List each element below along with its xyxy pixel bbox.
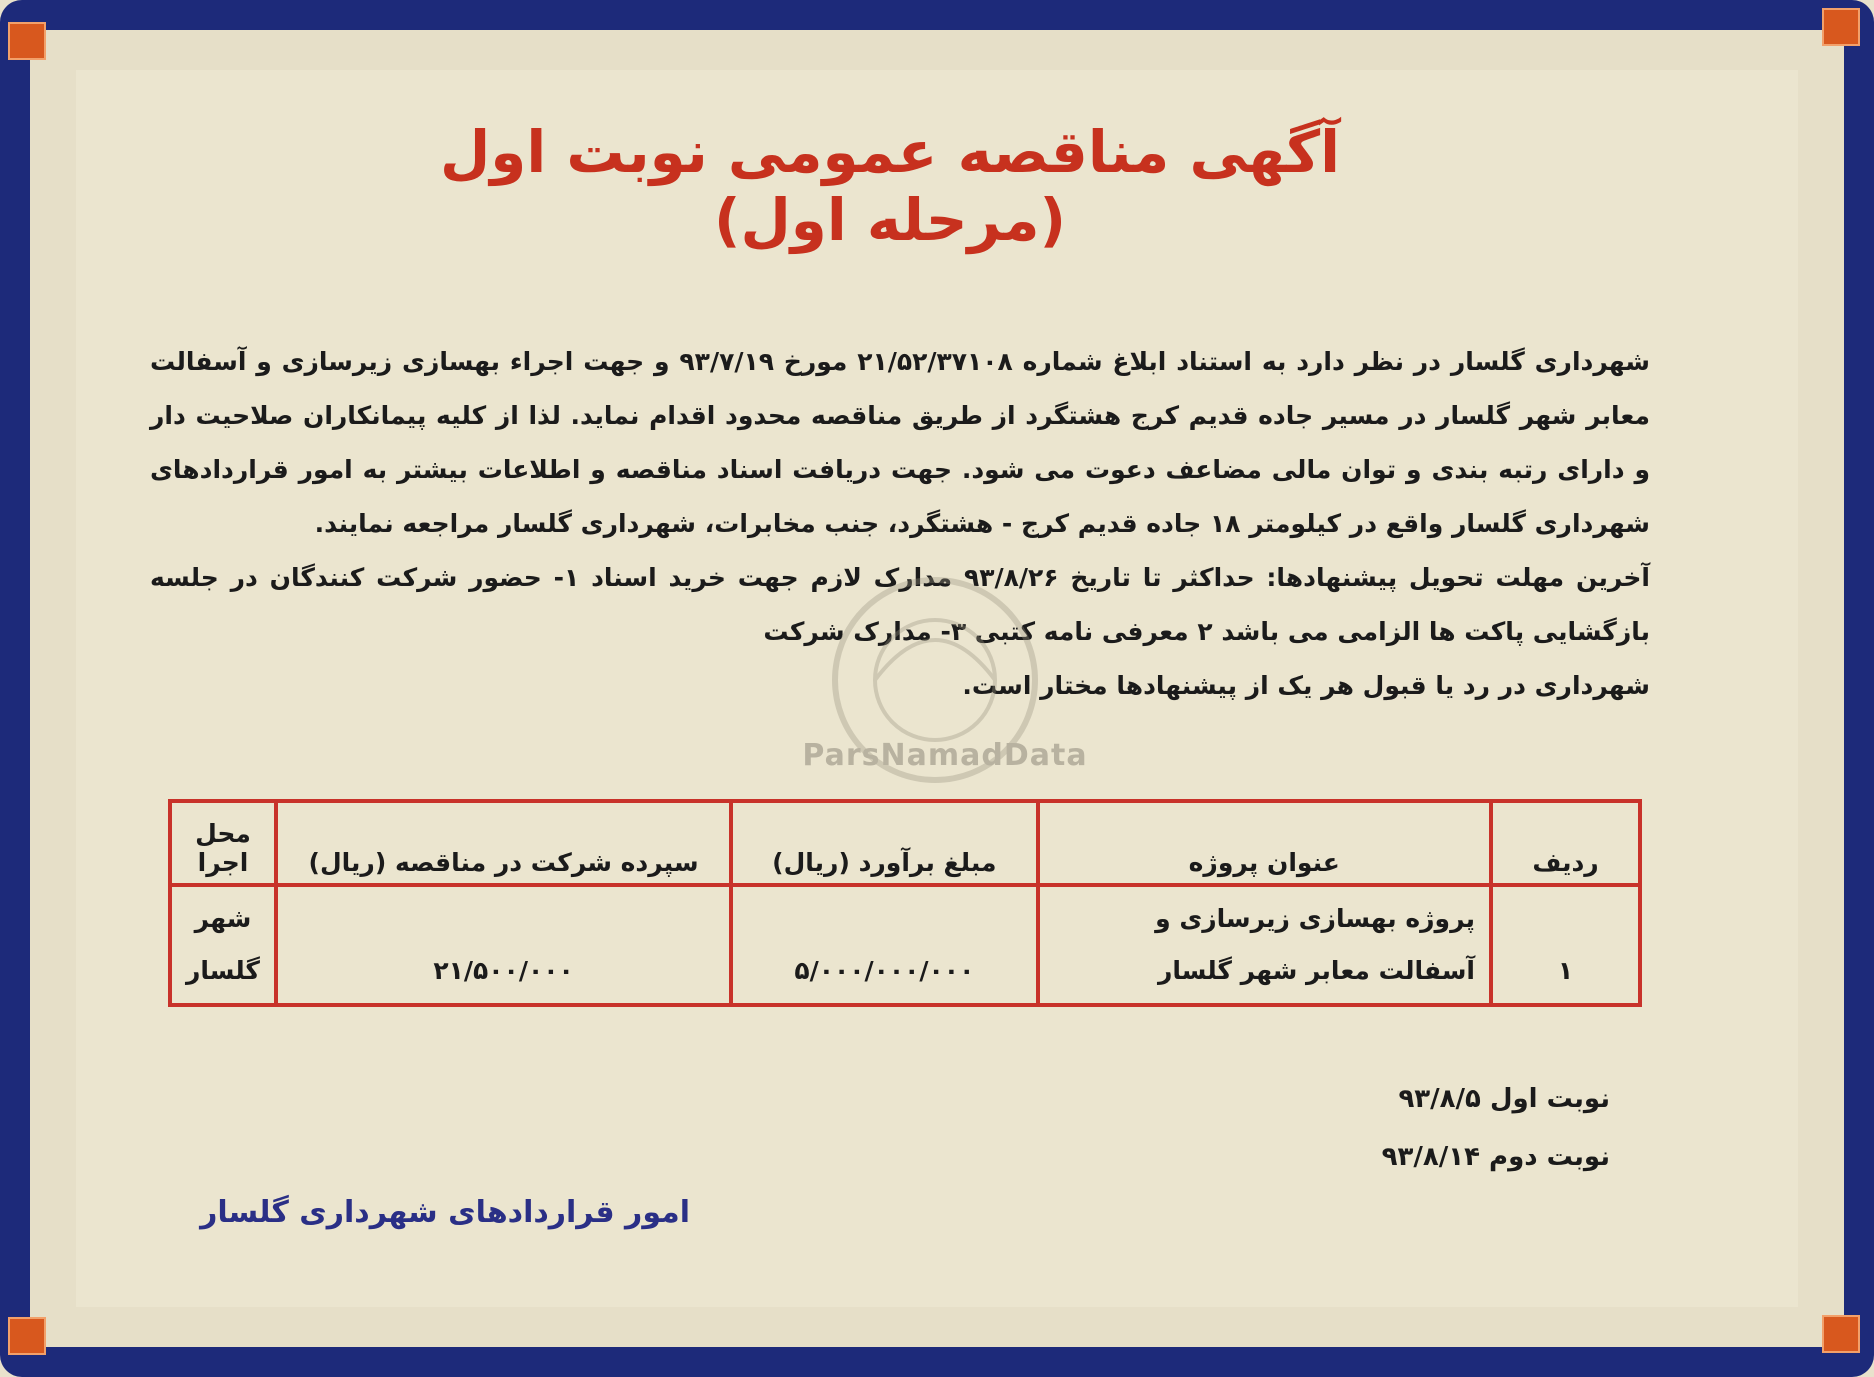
paragraph-rights: شهرداری در رد یا قبول هر یک از پیشنهادها مختار است. <box>962 671 1650 700</box>
corner-ornament <box>1822 8 1860 46</box>
cell-project-title: پروژه بهسازی زیرسازی و آسفالت معابر شهر گلسار <box>1038 885 1491 1005</box>
watermark-text: ParsNamadData <box>802 738 1088 773</box>
table-header-row <box>170 801 1640 885</box>
signature: امور قراردادهای شهرداری گلسار <box>200 1195 690 1230</box>
table-row <box>170 885 1640 1005</box>
publication-second: نوبت دوم ۹۳/۸/۱۴ <box>1381 1142 1610 1172</box>
tender-table <box>168 799 1642 1007</box>
header-row-no: ردیف <box>1491 801 1640 885</box>
corner-ornament <box>1822 1315 1860 1353</box>
corner-ornament <box>8 1317 46 1355</box>
cell-row-no: ۱ <box>1491 885 1640 1005</box>
publication-first: نوبت اول ۹۳/۸/۵ <box>1398 1084 1610 1114</box>
header-project-title: عنوان پروژه <box>1038 801 1491 885</box>
header-location: محل اجرا <box>170 801 276 885</box>
corner-ornament <box>8 22 46 60</box>
header-deposit: سپرده شرکت در مناقصه (ریال) <box>276 801 731 885</box>
cell-location: شهر گلسار <box>170 885 276 1005</box>
paragraph-invitation: شهرداری گلسار در نظر دارد به استناد ابلاغ شماره ۲۱/۵۲/۳۷۱۰۸ مورخ ۹۳/۷/۱۹ و جهت اجراء بهسازی زیرسازی و آسفالت معابر شهر گلسار در مسیر جاده قدیم کرج هشتگرد از طریق مناقصه محدود اقدام نماید. لذا از کلیه پیمانکاران صلاحیت دار و دارای رتبه بندی و توان مالی مضاعف دعوت می شود. جهت دریافت اسناد مناقصه و اطلاعات بیشتر به امور قراردادهای شهرداری گلسار واقع در کیلومتر ۱۸ جاده قدیم کرج - هشتگرد، جنب مخابرات، شهرداری گلسار مراجعه نمایند. <box>150 347 1650 538</box>
header-estimate: مبلغ برآورد (ریال) <box>731 801 1037 885</box>
cell-estimate: ۵/۰۰۰/۰۰۰/۰۰۰ <box>731 885 1037 1005</box>
cell-deposit: ۲۱/۵۰۰/۰۰۰ <box>276 885 731 1005</box>
publication-dates <box>1100 1070 1610 1186</box>
paragraph-deadline: آخرین مهلت تحویل پیشنهادها: حداکثر تا تاریخ ۹۳/۸/۲۶ مدارک لازم جهت خرید اسناد ۱- حضور شرکت کنندگان در جلسه بازگشایی پاکت ها الزامی می باشد ۲ معرفی نامه کتبی ۳- مدارک شرکت <box>150 563 1650 646</box>
ad-title: آگهی مناقصه عمومی نوبت اول (مرحله اول) <box>439 118 1341 254</box>
